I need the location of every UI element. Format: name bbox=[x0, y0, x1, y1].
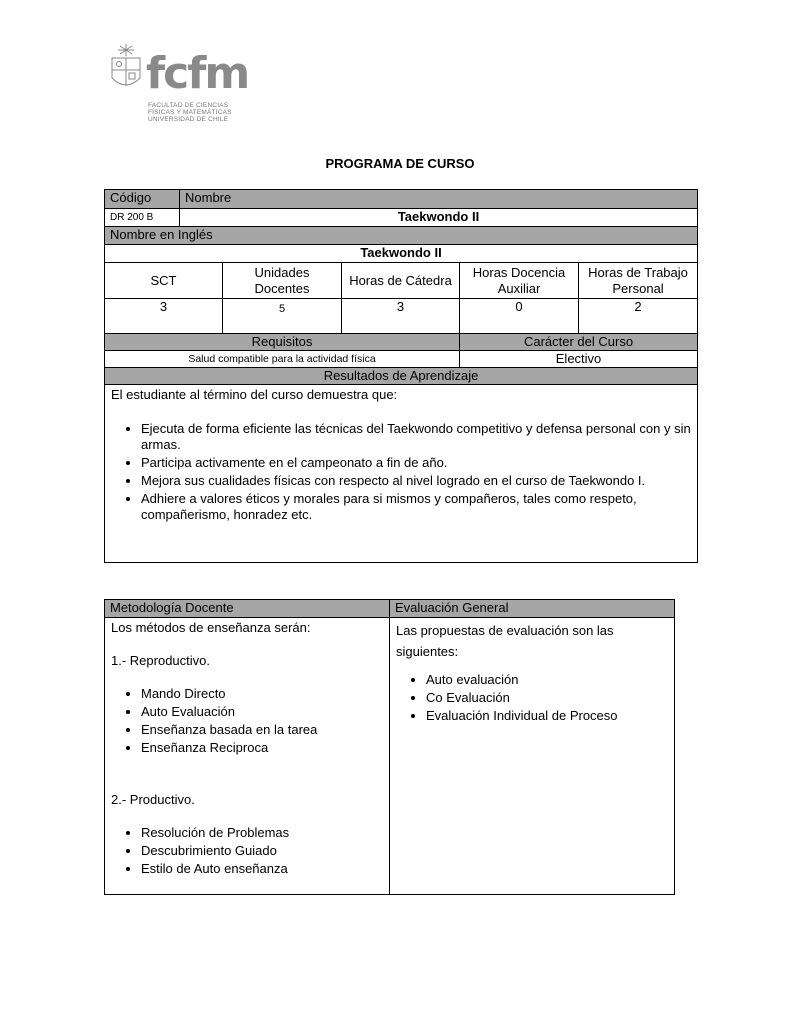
requirements-value: Salud compatible para la actividad física bbox=[105, 351, 460, 368]
list-item: • Auto evaluación bbox=[426, 672, 668, 688]
code-header: Código bbox=[105, 190, 180, 209]
methodology-group2-title: 2.- Productivo. bbox=[111, 792, 195, 807]
list-item: • Evaluación Individual de Proceso bbox=[426, 708, 668, 724]
outcomes-cell bbox=[105, 385, 698, 563]
name-header: Nombre bbox=[180, 190, 698, 209]
character-header: Carácter del Curso bbox=[460, 334, 698, 351]
list-item: • Mando Directo bbox=[141, 686, 383, 702]
hours-value-auxiliar: 0 bbox=[460, 299, 579, 334]
list-item: • Mejora sus cualidades físicas con respecto al nivel logrado en el curso de Taekwondo I. bbox=[141, 473, 691, 489]
list-item: • Descubrimiento Guiado bbox=[141, 843, 383, 859]
list-item: • Auto Evaluación bbox=[141, 704, 383, 720]
methodology-group1-list bbox=[111, 686, 383, 756]
page-title: PROGRAMA DE CURSO bbox=[325, 156, 475, 171]
hours-value-sct: 3 bbox=[105, 299, 223, 334]
list-item: • Enseñanza basada en la tarea bbox=[141, 722, 383, 738]
evaluation-header: Evaluación General bbox=[390, 600, 675, 618]
course-name: Taekwondo II bbox=[180, 209, 698, 227]
methodology-evaluation-table bbox=[104, 599, 675, 895]
hours-header-unidades: Unidades Docentes bbox=[223, 263, 342, 299]
methodology-group2-list bbox=[111, 825, 383, 877]
logo-subtitle: FACULTAD DE CIENCIAS FÍSICAS Y MATEMÁTICAS UNIVERSIDAD DE CHILE bbox=[148, 102, 232, 123]
outcomes-header: Resultados de Aprendizaje bbox=[105, 368, 698, 385]
list-item: • Adhiere a valores éticos y morales para si mismos y compañeros, tales como respeto, compañerismo, honradez etc. bbox=[141, 491, 691, 523]
hours-header-sct: SCT bbox=[105, 263, 223, 299]
hours-header-catedra: Horas de Cátedra bbox=[342, 263, 460, 299]
university-seal-icon bbox=[108, 42, 144, 98]
hours-header-personal: Horas de Trabajo Personal bbox=[579, 263, 698, 299]
hours-header-auxiliar: Horas Docencia Auxiliar bbox=[460, 263, 579, 299]
english-name: Taekwondo II bbox=[105, 245, 698, 263]
methodology-header: Metodología Docente bbox=[105, 600, 390, 618]
hours-value-personal: 2 bbox=[579, 299, 698, 334]
hours-value-catedra: 3 bbox=[342, 299, 460, 334]
requirements-header: Requisitos bbox=[105, 334, 460, 351]
logo-wordmark: fcfm bbox=[146, 48, 249, 99]
hours-value-unidades: 5 bbox=[223, 299, 342, 334]
list-item: • Ejecuta de forma eficiente las técnicas del Taekwondo competitivo y defensa personal con y sin armas. bbox=[141, 421, 691, 453]
list-item: • Participa activamente en el campeonato a fin de año. bbox=[141, 455, 691, 471]
list-item: • Enseñanza Reciproca bbox=[141, 740, 383, 756]
course-info-table bbox=[104, 189, 698, 563]
evaluation-intro: Las propuestas de evaluación son las siguientes: bbox=[396, 623, 614, 659]
character-value: Electivo bbox=[460, 351, 698, 368]
fcfm-logo bbox=[108, 42, 249, 127]
evaluation-cell bbox=[390, 618, 675, 895]
evaluation-list bbox=[396, 672, 668, 724]
course-code: DR 200 B bbox=[105, 209, 180, 227]
list-item: • Co Evaluación bbox=[426, 690, 668, 706]
outcomes-intro: El estudiante al término del curso demuestra que: bbox=[111, 387, 398, 402]
methodology-cell bbox=[105, 618, 390, 895]
methodology-group1-title: 1.- Reproductivo. bbox=[111, 653, 210, 668]
list-item: • Estilo de Auto enseñanza bbox=[141, 861, 383, 877]
list-item: • Resolución de Problemas bbox=[141, 825, 383, 841]
outcomes-list bbox=[111, 421, 691, 523]
methodology-intro: Los métodos de enseñanza serán: bbox=[111, 620, 311, 635]
english-name-header: Nombre en Inglés bbox=[105, 227, 698, 245]
